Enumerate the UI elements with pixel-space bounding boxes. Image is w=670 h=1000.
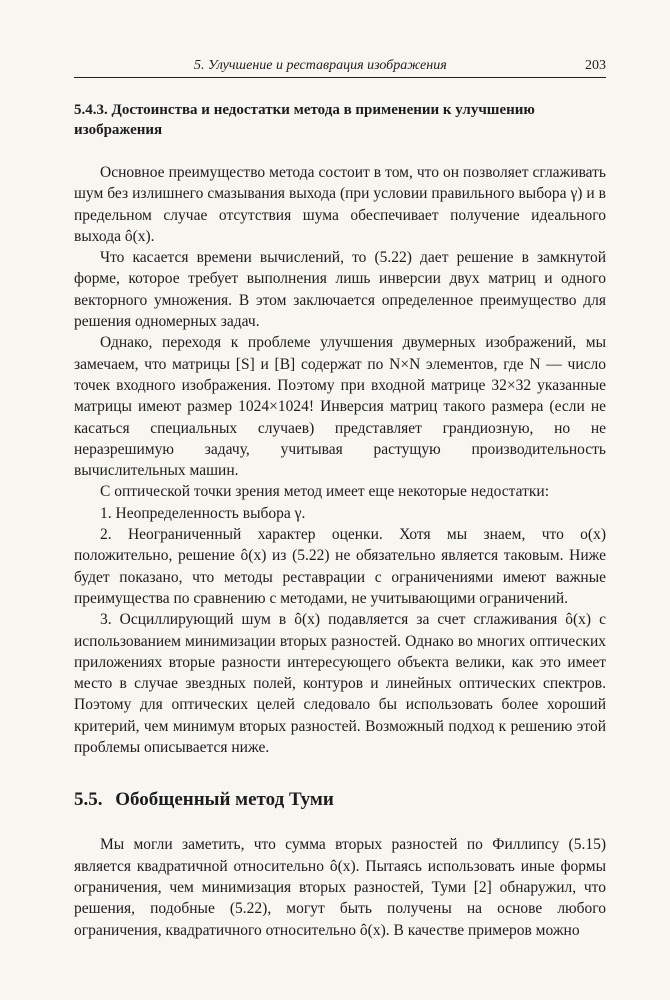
paragraph: Однако, переходя к проблеме улучшения двумерных изображений, мы замечаем, что матрицы [S] и [B] содержат по N×N элементов, где N — число точек входного изображения. Поэтому при входной матрице 32×32 указанные матрицы имеют размер 1024×1024! Инверсия матриц такого размера (если не касаться специальных случаев) представляет грандиозную, но не неразрешимую задачу, учитывая растущую производительность вычислительных машин. bbox=[74, 334, 606, 480]
paragraph: С оптической точки зрения метод имеет еще некоторые недостатки: bbox=[100, 483, 550, 501]
subsection-title: Достоинства и недостатки метода в применении к улучшению изображения bbox=[74, 102, 535, 138]
list-item: 2. Неограниченный характер оценки. Хотя мы знаем, что o(x) положительно, решение ô(x) из (5.22) не обязательно является таковым. Ниже будет показано, что методы реставрации с ограничениями имеют важные преимущества по сравнению с методами, не учитывающими ограничений. bbox=[74, 526, 606, 607]
book-page bbox=[74, 58, 606, 941]
page-number: 203 bbox=[585, 58, 606, 73]
list-item: 1. Неопределенность выбора γ. bbox=[100, 504, 306, 522]
running-header bbox=[74, 58, 606, 78]
body-text bbox=[74, 162, 606, 758]
shortcomings-list bbox=[74, 503, 606, 759]
paragraph: Основное преимущество метода состоит в том, что он позволяет сглаживать шум без излишнего смазывания выхода (при условии правильного выбора γ) и в предельном случае отсутствия шума обеспечивает получение идеального выхода ô(x). bbox=[74, 164, 606, 245]
paragraph: Мы могли заметить, что сумма вторых разностей по Филлипсу (5.15) является квадратичной относительно ô(x). Пытаясь использовать иные формы ограничения, чем минимизация вторых разностей, Туми [2] обнаружил, что решения, подобные (5.22), могут быть получены на основе любого ограничения, квадратичного относительно ô(x). В качестве примеров можно bbox=[74, 836, 606, 939]
section-number: 5.5. bbox=[74, 789, 103, 811]
paragraph: Что касается времени вычислений, то (5.22) дает решение в замкнутой форме, которое требует выполнения лишь инверсии двух матриц и одного векторного умножения. В этом заключается определенное преимущество для решения одномерных задач. bbox=[74, 249, 606, 331]
running-title: 5. Улучшение и реставрация изображения bbox=[194, 58, 447, 73]
section-body-text bbox=[74, 834, 606, 940]
subsection-heading bbox=[74, 100, 606, 140]
section-title: Обобщенный метод Туми bbox=[115, 789, 334, 811]
subsection-number: 5.4.3. bbox=[74, 102, 108, 118]
section-heading bbox=[74, 788, 606, 812]
list-item: 3. Осциллирующий шум в ô(x) подавляется за счет сглаживания ô(x) с использованием минимизации вторых разностей. Однако во многих оптических приложениях вторые разности интересующего объекта велики, как это имеет место в случае звездных полей, контуров и линейных оптических спектров. Поэтому для оптических целей следовало бы использовать более хороший критерий, чем минимум вторых разностей. Возможный подход к решению этой проблемы описывается ниже. bbox=[74, 611, 606, 757]
